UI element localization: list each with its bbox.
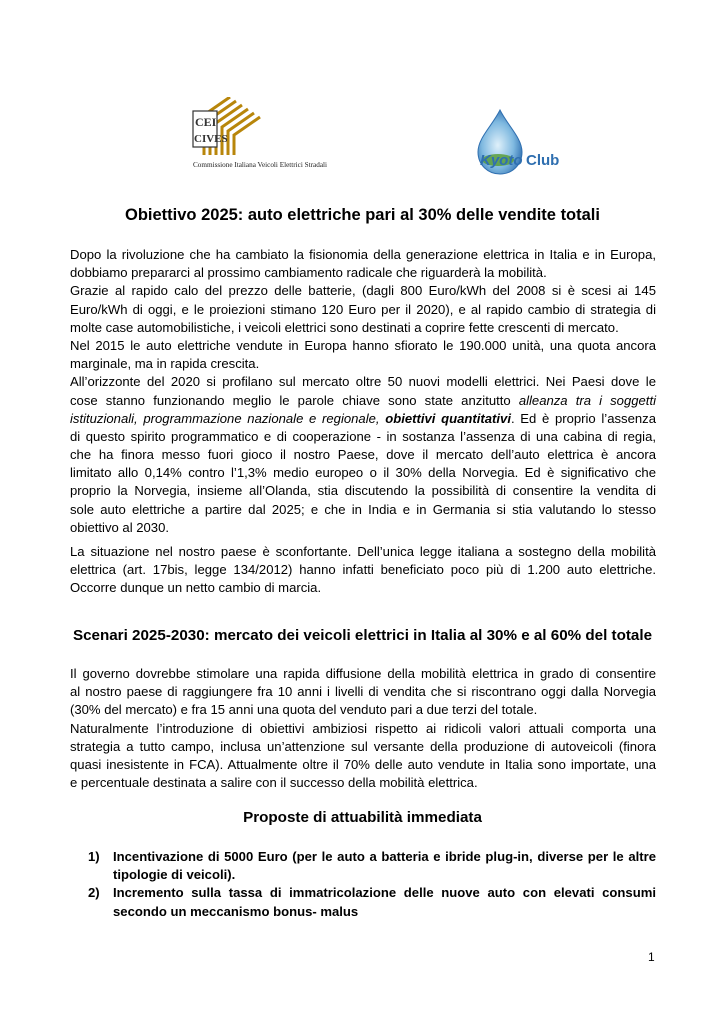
situation-paragraph <box>70 543 656 598</box>
italic-keyword: alleanza tra i soggetti <box>518 392 656 408</box>
text-line: Il governo dovrebbe stimolare una rapida diffusione della mobilità elettrica in grado di consentire <box>70 666 656 681</box>
text-line <box>70 392 656 410</box>
intro-paragraph <box>70 246 656 537</box>
list-item-number: 2) <box>88 885 100 901</box>
section-heading-proposte: Proposte di attuabilità immediata <box>243 809 482 826</box>
italic-keyword: istituzionali, programmazione nazionale e regionale, <box>70 410 380 426</box>
text-line: quasi inesistente in FCA). Attualmente oltre il 70% delle auto vendute in Italia sono importate, una <box>70 756 656 772</box>
text-line: La situazione nel nostro paese è sconfortante. Dell’unica legge italiana a sostegno della mobilità <box>70 544 656 559</box>
bold-italic-keyword: obiettivi quantitativi <box>385 410 511 426</box>
list-item <box>88 884 656 920</box>
text-line: obiettivo al 2030. <box>70 519 170 535</box>
text-line: al nostro paese di raggiungere fra 10 anni i livelli di vendita che si riscontrano oggi dalla Norvegia <box>70 684 656 700</box>
text-line: limitato allo 0,14% contro l’1,3% medio europeo o il 30% della Norvegia. Ed è significativo che <box>70 465 656 481</box>
text-line: elettrica (art. 17bis, legge 134/2012) hanno infatti beneficiato poco più di 1.200 auto elettriche. <box>70 562 656 578</box>
text-line: dobbiamo prepararci al prossimo cambiamento radicale che riguarderà la mobilità. <box>70 265 547 281</box>
svg-text:Club: Club <box>526 152 560 169</box>
text-line: All’orizzonte del 2020 si profilano sul mercato oltre 50 nuovi modelli elettrici. Nei Paesi dove le <box>70 374 656 390</box>
text-line: marginale, ma in rapida crescita. <box>70 356 260 372</box>
text-line: sole auto elettriche a partire dal 2025; e che in India e in Germania si stia valutando lo stesso <box>70 501 656 517</box>
text-line: di questo spirito programmatico e di cooperazione - in sostanza l’assenza di una cabina di regia, <box>70 428 656 444</box>
text-line: e percentuale destinata a salire con il successo della mobilità elettrica. <box>70 775 478 791</box>
kyoto-club-logo <box>470 108 576 178</box>
svg-text:CIVES: CIVES <box>194 133 228 145</box>
text-line: molte case automobilistiche, i veicoli elettrici sono destinati a coprire fette crescenti di mercato. <box>70 319 619 335</box>
svg-text:CEI: CEI <box>195 115 217 129</box>
text-line: Euro/kWh di oggi, e le proiezioni stimano 120 Euro per il 2020), e al rapido cambio di strategia di <box>70 301 656 317</box>
kyoto-club-logo-mark <box>470 108 576 178</box>
list-item-text: Incremento sulla tassa di immatricolazione delle nuove auto con elevati consumi <box>113 885 656 901</box>
text-line: Naturalmente l’introduzione di obiettivi ambiziosi rispetto ai ridicoli valori attuali comporta una <box>70 720 656 736</box>
list-item-text: secondo un meccanismo bonus- malus <box>113 903 359 919</box>
list-item-number: 1) <box>88 849 100 864</box>
text-line: Nel 2015 le auto elettriche vendute in Europa hanno sfiorato le 190.000 unità, una quota ancora <box>70 337 656 353</box>
section-heading-scenari: Scenari 2025-2030: mercato dei veicoli elettrici in Italia al 30% e al 60% del totale <box>72 627 653 644</box>
list-item-text: tipologie di veicoli). <box>113 867 236 883</box>
text-line: Occorre dunque un netto cambio di marcia. <box>70 580 322 596</box>
text-line: che ha finora messo fuori gioco il nostro Paese, dove il mercato dell’auto elettrica è ancora <box>70 447 656 463</box>
text-line: (30% del mercato) e fra 15 anni una quota del venduto pari a due terzi del totale. <box>70 702 538 718</box>
text-fragment: cose stanno funzionando meglio le parole chiave sono state anzitutto <box>70 392 511 408</box>
document-title: Obiettivo 2025: auto elettriche pari al 30% delle vendite totali <box>125 206 600 224</box>
text-line: Grazie al rapido calo del prezzo delle batterie, (dagli 800 Euro/kWh del 2008 si è scesi ai 145 <box>70 283 656 299</box>
scenari-paragraph <box>70 665 656 792</box>
text-fragment: . Ed è proprio l’assenza <box>510 410 656 426</box>
svg-text:Kyoto: Kyoto <box>480 152 523 169</box>
cei-cives-logo <box>190 97 360 177</box>
cei-cives-caption: Commissione Italiana Veicoli Elettrici Stradali <box>193 161 328 169</box>
text-line <box>70 410 656 428</box>
proposals-list <box>88 848 656 921</box>
list-item-text: Incentivazione di 5000 Euro (per le auto a batteria e ibride plug-in, diverse per le altre <box>113 849 656 864</box>
cei-cives-logo-mark <box>190 97 274 159</box>
text-line: proprio la Norvegia, insieme all’Olanda, stia discutendo la possibilità di consentire la vendita di <box>70 483 656 499</box>
text-line: strategia a tutto campo, inclusa un’attenzione sul versante della produzione di autoveicoli (finora <box>70 738 656 754</box>
page-number: 1 <box>648 950 655 964</box>
list-item <box>88 848 656 884</box>
text-line: Dopo la rivoluzione che ha cambiato la fisionomia della generazione elettrica in Italia e in Europa, <box>70 247 656 262</box>
